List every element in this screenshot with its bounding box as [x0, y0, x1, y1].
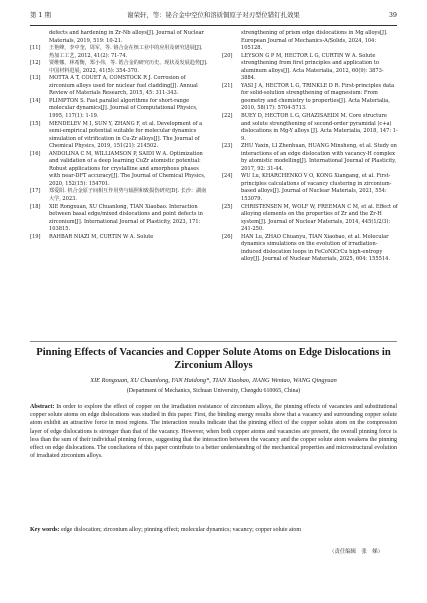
- reference-entry: [222, 30, 398, 53]
- reference-number: [25]: [222, 203, 233, 210]
- reference-entry: [30, 151, 208, 189]
- reference-entry: [30, 234, 208, 242]
- reference-entry: [222, 113, 398, 143]
- reference-number: [23]: [222, 143, 233, 150]
- reference-entry: [30, 188, 208, 203]
- reference-text: defects and hardening in Zr-Nb alloys[J]. Journal of Nuclear Materials, 2019, 519: 10-21.: [49, 30, 204, 44]
- references-left-column: [30, 30, 208, 241]
- reference-entry: [222, 234, 398, 264]
- author-list: XIE Rongxuan, XU Chuanlong, FAN Haidong*, TIAN Xiaobao, JIANG Wentao, WANG Qingyuan: [90, 377, 337, 384]
- header-rule: [30, 25, 397, 26]
- reference-entry: [30, 75, 208, 98]
- page-number: 39: [388, 11, 397, 19]
- reference-entry: [222, 53, 398, 83]
- reference-number: [13]: [30, 75, 41, 82]
- reference-text: MENDELEV M I, SUN Y, ZHANG F, et al. Development of a semi-empirical potential suitable for molecular dynamics simulation of vitrification in Cu-Zr alloys[J]. The Journal of Chemical Physics, 2019, 151(21): 214502.: [49, 120, 203, 150]
- reference-number: [16]: [30, 150, 41, 157]
- reference-entry: [30, 204, 208, 234]
- reference-entry: [30, 60, 208, 75]
- reference-number: [21]: [222, 82, 233, 89]
- reference-entry: [222, 83, 398, 113]
- keywords-label: Key words:: [30, 527, 60, 533]
- running-header: [30, 8, 397, 22]
- reference-number: [24]: [222, 173, 233, 180]
- reference-number: [19]: [30, 233, 41, 240]
- reference-text: 王艳峰，李中奎，周军，等. 铬合金在核工业中的应用及研究进展[J]. 热加工工艺, 2012, 41(2): 71-74.: [49, 45, 203, 59]
- reference-text: LEYSON G P M, HECTOR L G, CURTIN W A. Solute strengthening from first principles and application to aluminum alloys[J]. Acta Materialia, 2012, 60(9): 3873-3884.: [241, 52, 384, 82]
- reference-number: [18]: [30, 203, 41, 210]
- english-title: Pinning Effects of Vacancies and Copper Solute Atoms on Edge Dislocations in Zirconium Alloys: [36, 347, 391, 371]
- reference-entry: [30, 30, 208, 45]
- abstract-block: [30, 403, 397, 460]
- reference-text: HAN Lu, ZHAO Chuanyu, TIAN Xiaobao, et al. Molecular dynamics simulations on the evolution of irradiation-induced dislocation loops in FeCoNiCrCu high-entropy alloy[J]. Journal of Nuclear Materials, 2025, 604: 155514.: [241, 233, 390, 263]
- reference-entry: [222, 204, 398, 234]
- reference-number: [20]: [222, 52, 233, 59]
- reference-text: BUEY D, HECTOR L G, GHAZISAEIDI M. Core structure and solute strengthening of second-order pyramidal ⟨c+a⟩ dislocations in Mg-Y alloys [J]. Acta Materialia, 2018, 147: 1-9.: [241, 113, 398, 142]
- references-right-column: [222, 30, 398, 264]
- issue-label: 第 1 期: [30, 11, 51, 19]
- keywords-block: [30, 526, 397, 534]
- reference-entry: [30, 45, 208, 60]
- keywords-text: edge dislocation; zirconium alloy; pinning effect; molecular dynamics; vacancy; copper solute atom: [59, 527, 301, 533]
- abstract-label: Abstract:: [30, 404, 55, 410]
- reference-text: 郑爱阳. 机合金原子间相互作用势与辐照和致损伤研究[D]. 长沙：湖南大学, 2023.: [49, 188, 207, 203]
- reference-text: 贾维娜，林希衡，郑小伟，等. 锆合金的研究历史、现状及发展趋势[J]. 中国材料进展, 2022, 41(5): 354-370.: [49, 60, 208, 74]
- reference-text: PLIMPTON S. Fast parallel algorithms for short-range molecular dynamics[J]. Journal of Computational Physics, 1995, 117(1): 1-19.: [49, 97, 198, 120]
- reference-entry: [30, 121, 208, 151]
- reference-text: MOTTA A T, COUET A, COMSTOCK R J. Corrosion of zirconium alloys used for nuclear fuel cladding[J]. Annual Review of Materials Research, 2015, 45: 311-343.: [49, 75, 198, 97]
- reference-number: [12]: [30, 60, 41, 67]
- reference-text: strengthening of prism edge dislocations in Mg alloys[J]. European Journal of Mechanics-A/Solids, 2024, 104: 105128.: [241, 30, 388, 52]
- editor-credit: （责任编辑 张 娣）: [329, 549, 383, 555]
- reference-text: ANDOLINA C M, WILLIAMSON P, SAIDI W A. Optimization and validation of a deep learning CuZr atomistic potential: Robust applications for crystalline and amorphous phases with near-DFT accuracy[J]. The Journal of Chemical Physics, 2020, 152(15): 154701.: [49, 150, 206, 187]
- reference-entry: [30, 98, 208, 121]
- reference-text: YASI J A, HECTOR L G, TRINKLE D R. First-principles data for solid-solution strengthening of magnesium: From geometry and chemistry to properties[J]. Acta Materialia, 2010, 58(17): 5704-5713.: [241, 82, 395, 112]
- reference-number: [17]: [30, 188, 41, 195]
- reference-number: [22]: [222, 113, 233, 120]
- reference-number: [15]: [30, 120, 41, 127]
- affiliation: (Department of Mechanics, Sichuan University, Chengdu 610065, China): [126, 388, 301, 394]
- reference-number: [11]: [30, 45, 41, 52]
- reference-text: WU Lu, KHARCHENKO V O, KONG Xiangang, et al. First-principles calculations of vacancy clustering in zirconium-based alloys[J]. Journal of Nuclear Materials, 2021, 554: 153079.: [241, 173, 392, 203]
- reference-number: [14]: [30, 97, 41, 104]
- section-divider: [30, 341, 397, 342]
- reference-entry: [222, 143, 398, 173]
- reference-number: [26]: [222, 233, 233, 240]
- reference-text: CHRISTENSEN M, WOLF W, FREEMAN C M, et al. Effect of alloying elements on the properties of Zr and the Zr-H system[J]. Journal of Nuclear Materials, 2014, 445(1/2/3): 241-250.: [241, 203, 398, 233]
- reference-entry: [222, 173, 398, 203]
- abstract-text: In order to explore the effect of copper on the irradiation resistance of zirconium alloys, the pinning effects of vacancies and substitutional copper solute atoms on edge dislocations was studied in this paper. First, the binding energy results show that a vacancy and surrounding copper solute atom exhibit an attractive force in most regions. The interaction results indicate that the pinning effect of the copper solute atom on the compression layer of edge dislocations is stronger than that of the vacancy. However, when both copper atoms and vacancies are present, the overall pinning force is less than the sum of their individual pinning forces, suggesting that the interaction between the vacancy and the copper solute atom weakens the pinning effect on edge dislocations. The conclusions of this paper contribute to a better understanding of the mechanical properties and microstructural evolution of irradiated zirconium alloys.: [30, 404, 397, 460]
- reference-text: XIE Rongxuan, XU Chuanlong, TIAN Xiaobao. Interaction between basal edge/mixed dislocations and point defects in zirconium[J]. International Journal of Plasticity, 2023, 171: 103815.: [49, 203, 203, 233]
- running-title: 谢荣轩，等：铋合金中空位和溶质铜原子对刃型位错钉扎效果: [127, 11, 300, 19]
- reference-text: RAHBAR NIAZI M, CURTIN W A. Solute: [49, 233, 154, 240]
- reference-text: ZHU Yaxin, LI Zhenhuan, HUANG Minsheng, et al. Study on interactions of an edge dislocation with vacancy-H complex by atomistic modelling[J]. International Journal of Plasticity, 2017, 92: 31-44.: [241, 143, 397, 172]
